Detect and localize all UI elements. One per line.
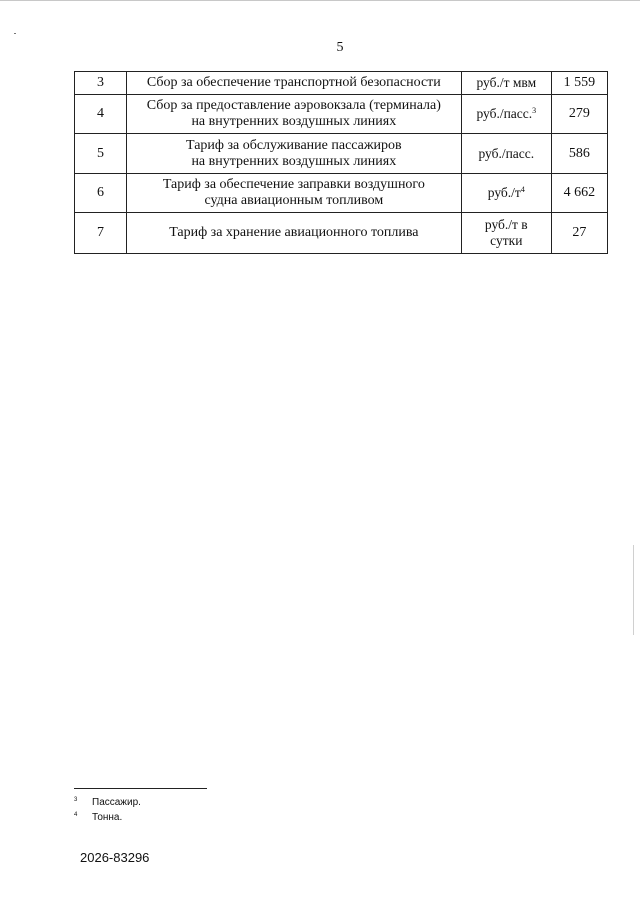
footnotes: [74, 794, 141, 824]
row-name-line: на внутренних воздушных линиях: [191, 114, 397, 129]
row-name: Тариф за хранение авиационного топлива: [126, 213, 461, 254]
row-number: 5: [75, 134, 127, 174]
footnote-ref: 3: [532, 106, 537, 115]
row-unit: руб./т мвм: [461, 72, 551, 95]
unit-line: сутки: [490, 233, 523, 248]
row-unit: [461, 174, 551, 213]
unit-text: руб./пасс.: [476, 106, 533, 121]
row-name: [126, 134, 461, 174]
row-name: Сбор за обеспечение транспортной безопасности: [126, 72, 461, 95]
row-value: 586: [551, 134, 607, 174]
row-unit: руб./пасс.: [461, 134, 551, 174]
row-name-line: Тариф за обеспечение заправки воздушного: [162, 177, 425, 192]
row-unit: [461, 213, 551, 254]
row-value: 4 662: [551, 174, 607, 213]
row-number: 7: [75, 213, 127, 254]
row-number: 4: [75, 95, 127, 134]
table-row: [75, 95, 608, 134]
footnote-mark: 3: [74, 797, 78, 803]
footnote: [74, 809, 141, 824]
row-value: 27: [551, 213, 607, 254]
footnote-text: Пассажир.: [92, 797, 141, 808]
table-row: [75, 72, 608, 95]
footnote-text: Тонна.: [92, 812, 123, 823]
row-number: 3: [75, 72, 127, 95]
document-code: 2026-83296: [80, 850, 150, 865]
row-value: 279: [551, 95, 607, 134]
row-name-line: судна авиационным топливом: [204, 193, 384, 208]
scan-edge-top: [0, 0, 640, 1]
scan-edge-right: [633, 545, 634, 635]
table-row: [75, 134, 608, 174]
row-value: 1 559: [551, 72, 607, 95]
row-name-line: на внутренних воздушных линиях: [191, 153, 397, 169]
row-name-line: Сбор за предоставление аэровокзала (терминала): [146, 98, 441, 113]
tariff-table: [74, 71, 608, 254]
unit-line: руб./т в: [484, 217, 528, 232]
footnote: [74, 794, 141, 809]
footnote-divider: [74, 788, 207, 789]
footnote-ref: 4: [520, 185, 525, 194]
unit-text: руб./т: [487, 185, 521, 200]
row-unit: [461, 95, 551, 134]
row-number: 6: [75, 174, 127, 213]
row-name: [126, 95, 461, 134]
table-row: [75, 174, 608, 213]
footnote-mark: 4: [74, 812, 78, 818]
scan-speck: [14, 33, 16, 34]
table-row: [75, 213, 608, 254]
row-name-line: Тариф за обслуживание пассажиров: [186, 137, 402, 153]
page-number: 5: [336, 40, 344, 55]
row-name: [126, 174, 461, 213]
